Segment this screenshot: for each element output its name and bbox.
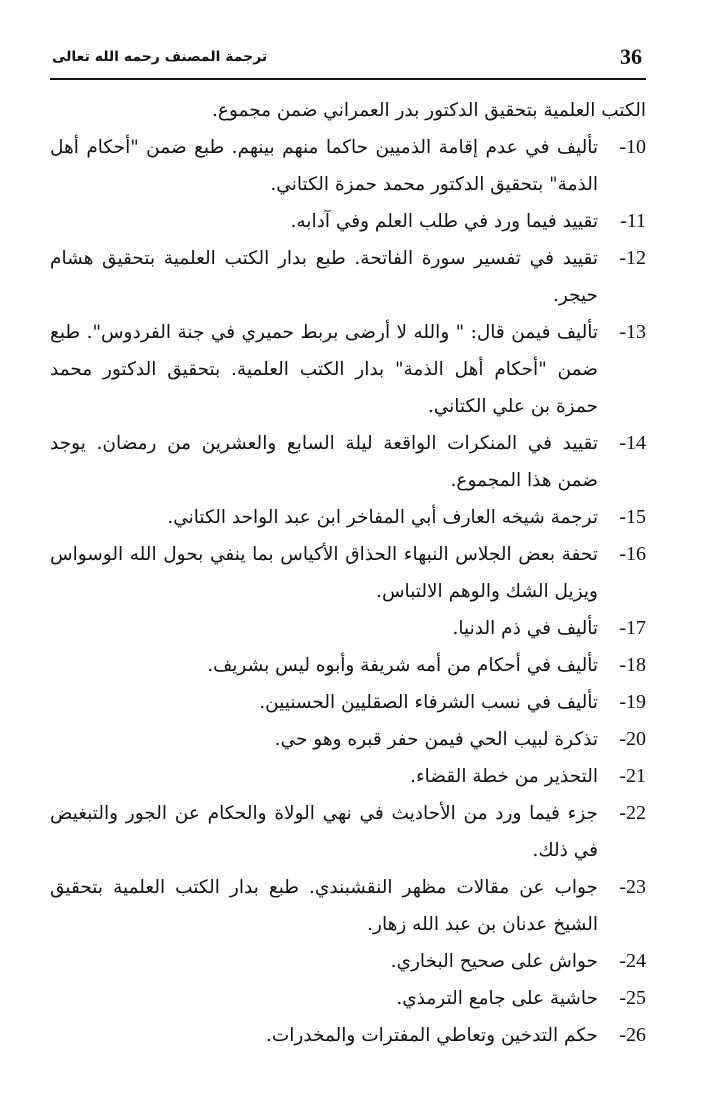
page-number: 36: [620, 44, 642, 69]
item-number: 20-: [619, 728, 646, 750]
page-body: [50, 92, 646, 1054]
item-text: حواش على صحيح البخاري.: [390, 951, 598, 972]
item-text: ترجمة شيخه العارف أبي المفاخر ابن عبد الواحد الكتاني.: [167, 507, 598, 528]
item-text: جواب عن مقالات مظهر النقشبندي. طبع بدار الكتب العلمية بتحقيق الشيخ عدنان بن عبد الله زهار.: [50, 877, 598, 935]
item-text: تأليف في أحكام من أمه شريفة وأبوه ليس بشريف.: [207, 655, 598, 676]
list-item: [50, 314, 646, 425]
page-header: [50, 40, 646, 80]
running-title: ترجمة المصنف رحمه الله تعالى: [52, 49, 268, 65]
list-item: [50, 647, 646, 684]
list-item: [50, 499, 646, 536]
item-number: 21-: [619, 765, 646, 787]
item-number: 13-: [619, 321, 646, 343]
paragraph-continuation: [50, 92, 646, 129]
list-item: [50, 869, 646, 943]
item-text: تقييد فيما ورد في طلب العلم وفي آدابه.: [290, 211, 598, 232]
list-item: [50, 1017, 646, 1054]
item-text: تأليف في عدم إقامة الذميين حاكما منهم بينهم. طبع ضمن "أحكام أهل الذمة" بتحقيق الدكتور محمد حمزة الكتاني.: [50, 137, 598, 195]
item-text: تذكرة لبيب الحي فيمن حفر قبره وهو حي.: [274, 729, 598, 750]
item-text: حكم التدخين وتعاطي المفترات والمخدرات.: [265, 1025, 598, 1046]
list-item: [50, 943, 646, 980]
item-number: 16-: [619, 543, 646, 565]
item-number: 26-: [619, 1024, 646, 1046]
item-number: 24-: [619, 950, 646, 972]
item-number: 14-: [619, 432, 646, 454]
list-item: [50, 795, 646, 869]
book-page: [50, 40, 646, 1060]
list-item: [50, 536, 646, 610]
list-item: [50, 610, 646, 647]
item-number: 18-: [619, 654, 646, 676]
list-item: [50, 129, 646, 203]
item-text: تحفة بعض الجلاس النبهاء الحذاق الأكياس بما ينفي بحول الله الوسواس ويزيل الشك والوهم الالتباس.: [50, 544, 598, 602]
list-item: [50, 240, 646, 314]
item-text: تقييد في المنكرات الواقعة ليلة السابع والعشرين من رمضان. يوجد ضمن هذا المجموع.: [50, 433, 598, 491]
item-number: 25-: [619, 987, 646, 1009]
item-number: 10-: [619, 136, 646, 158]
paragraph-text: الكتب العلمية بتحقيق الدكتور بدر العمراني ضمن مجموع.: [212, 100, 646, 121]
item-text: تقييد في تفسير سورة الفاتحة. طبع بدار الكتب العلمية بتحقيق هشام حيجر.: [50, 248, 598, 306]
item-number: 11-: [620, 210, 646, 232]
list-item: [50, 721, 646, 758]
item-text: حاشية على جامع الترمذي.: [396, 988, 598, 1009]
item-number: 17-: [619, 617, 646, 639]
item-text: التحذير من خطة القضاء.: [410, 766, 598, 787]
item-number: 22-: [619, 802, 646, 824]
list-item: [50, 203, 646, 240]
list-item: [50, 684, 646, 721]
item-text: تأليف في ذم الدنيا.: [452, 618, 598, 639]
item-text: جزء فيما ورد من الأحاديث في نهي الولاة والحكام عن الجور والتبغيض في ذلك.: [50, 803, 598, 861]
item-number: 19-: [619, 691, 646, 713]
item-text: تأليف فيمن قال: " والله لا أرضى بربط حميري في جنة الفردوس". طبع ضمن "أحكام أهل الذمة" بدار الكتب العلمية. بتحقيق الدكتور محمد حمزة بن علي الكتاني.: [50, 322, 598, 417]
item-text: تأليف في نسب الشرفاء الصقليين الحسنيين.: [259, 692, 598, 713]
list-item: [50, 425, 646, 499]
list-item: [50, 980, 646, 1017]
item-number: 15-: [619, 506, 646, 528]
item-number: 12-: [619, 247, 646, 269]
item-number: 23-: [619, 876, 646, 898]
list-item: [50, 758, 646, 795]
